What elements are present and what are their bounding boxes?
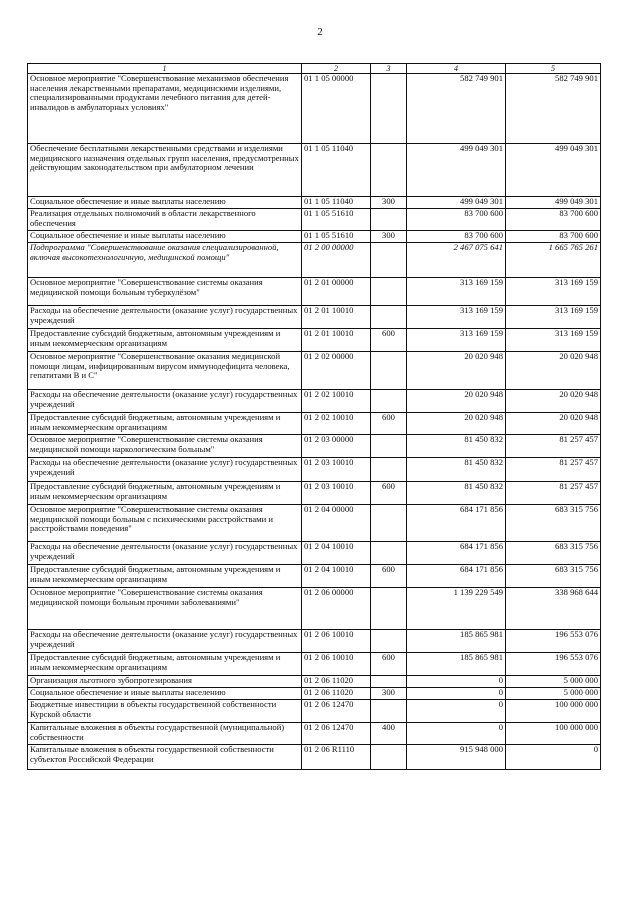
- row-name-cell: Реализация отдельных полномочий в области лекарственного обеспечения: [28, 209, 302, 231]
- row-code-cell: 01 2 04 00000: [302, 505, 371, 542]
- table-row: [28, 413, 601, 435]
- row-value-cell: 1 139 229 549: [407, 588, 506, 630]
- row-value-cell: 684 171 856: [407, 542, 506, 565]
- row-type-cell: 300: [371, 197, 407, 209]
- row-name-cell: Социальное обеспечение и иные выплаты населению: [28, 197, 302, 209]
- row-code-cell: 01 2 02 10010: [302, 390, 371, 413]
- row-type-cell: [371, 352, 407, 390]
- row-name-cell: Социальное обеспечение и иные выплаты населению: [28, 688, 302, 700]
- budget-table: [27, 63, 601, 770]
- row-value-cell: 196 553 076: [506, 630, 601, 653]
- row-code-cell: 01 2 04 10010: [302, 542, 371, 565]
- row-value-cell: 499 049 301: [506, 144, 601, 197]
- row-type-cell: [371, 278, 407, 306]
- table-row: [28, 278, 601, 306]
- row-code-cell: 01 2 02 00000: [302, 352, 371, 390]
- row-type-cell: [371, 458, 407, 482]
- row-type-cell: [371, 390, 407, 413]
- row-value-cell: 81 257 457: [506, 435, 601, 458]
- row-name-cell: Организация льготного зубопротезирования: [28, 676, 302, 688]
- row-type-cell: 400: [371, 723, 407, 745]
- row-code-cell: 01 2 02 10010: [302, 413, 371, 435]
- row-type-cell: [371, 435, 407, 458]
- table-row: [28, 723, 601, 745]
- table-row: [28, 144, 601, 197]
- row-name-cell: Расходы на обеспечение деятельности (оказание услуг) государственных учреждений: [28, 390, 302, 413]
- table-row: [28, 197, 601, 209]
- row-name-cell: Подпрограмма "Совершенствование оказания специализированной, включая высокотехнологичную, медицинской помощи": [28, 243, 302, 278]
- row-code-cell: 01 1 05 51610: [302, 209, 371, 231]
- row-code-cell: 01 2 06 00000: [302, 588, 371, 630]
- row-code-cell: 01 2 06 R1110: [302, 745, 371, 770]
- row-code-cell: 01 2 06 12470: [302, 700, 371, 723]
- row-name-cell: Основное мероприятие "Совершенствование системы оказания медицинской помощи наркологическим больным": [28, 435, 302, 458]
- row-value-cell: 83 700 600: [506, 209, 601, 231]
- row-code-cell: 01 1 05 11040: [302, 144, 371, 197]
- row-type-cell: 300: [371, 688, 407, 700]
- row-value-cell: 83 700 600: [407, 209, 506, 231]
- row-name-cell: Капитальные вложения в объекты государственной собственности субъектов Российской Федерации: [28, 745, 302, 770]
- page-number: 2: [317, 26, 323, 38]
- row-value-cell: 499 049 301: [506, 197, 601, 209]
- row-value-cell: 185 865 981: [407, 653, 506, 676]
- row-name-cell: Социальное обеспечение и иные выплаты населению: [28, 231, 302, 243]
- row-value-cell: 313 169 159: [506, 278, 601, 306]
- row-value-cell: 81 257 457: [506, 458, 601, 482]
- row-name-cell: Основное мероприятие "Совершенствование системы оказания медицинской помощи больным с психическими расстройствами и расстройствами поведения": [28, 505, 302, 542]
- row-value-cell: 1 665 765 261: [506, 243, 601, 278]
- row-value-cell: 313 169 159: [407, 329, 506, 352]
- row-value-cell: 499 049 301: [407, 197, 506, 209]
- row-type-cell: 600: [371, 482, 407, 505]
- row-code-cell: 01 2 03 10010: [302, 482, 371, 505]
- row-code-cell: 01 2 06 11020: [302, 688, 371, 700]
- row-type-cell: [371, 745, 407, 770]
- row-code-cell: 01 2 01 00000: [302, 278, 371, 306]
- table-row: [28, 243, 601, 278]
- row-type-cell: 600: [371, 653, 407, 676]
- table-body: [28, 74, 601, 770]
- row-value-cell: 683 315 756: [506, 565, 601, 588]
- table-row: [28, 588, 601, 630]
- row-type-cell: [371, 306, 407, 329]
- row-name-cell: Расходы на обеспечение деятельности (оказание услуг) государственных учреждений: [28, 542, 302, 565]
- table-row: [28, 505, 601, 542]
- row-type-cell: [371, 144, 407, 197]
- row-value-cell: 81 450 832: [407, 435, 506, 458]
- row-name-cell: Основное мероприятие "Совершенствование механизмов обеспечения населения лекарственными препаратами, медицинскими изделиями, специализированными продуктами лечебного питания для детей-инвалидов в амбулаторных условиях": [28, 74, 302, 144]
- table-row: [28, 542, 601, 565]
- row-value-cell: 582 749 901: [506, 74, 601, 144]
- row-code-cell: 01 2 01 10010: [302, 306, 371, 329]
- row-code-cell: 01 2 06 11020: [302, 676, 371, 688]
- row-type-cell: [371, 74, 407, 144]
- row-name-cell: Обеспечение бесплатными лекарственными средствами и изделиями медицинского назначения отдельных групп населения, предусмотренных действующим законодательством при амбулаторном лечении: [28, 144, 302, 197]
- row-value-cell: 338 968 644: [506, 588, 601, 630]
- row-value-cell: 20 020 948: [506, 352, 601, 390]
- row-name-cell: Предоставление субсидий бюджетным, автономным учреждениям и иным некоммерческим организациям: [28, 413, 302, 435]
- row-value-cell: 83 700 600: [506, 231, 601, 243]
- row-code-cell: 01 2 00 00000: [302, 243, 371, 278]
- row-type-cell: [371, 700, 407, 723]
- row-type-cell: 600: [371, 565, 407, 588]
- column-header: 3: [371, 64, 407, 74]
- row-value-cell: 683 315 756: [506, 542, 601, 565]
- row-name-cell: Предоставление субсидий бюджетным, автономным учреждениям и иным некоммерческим организациям: [28, 482, 302, 505]
- row-name-cell: Предоставление субсидий бюджетным, автономным учреждениям и иным некоммерческим организациям: [28, 329, 302, 352]
- row-type-cell: [371, 630, 407, 653]
- table-header-row: [28, 64, 601, 74]
- row-type-cell: [371, 243, 407, 278]
- table-row: [28, 688, 601, 700]
- row-code-cell: 01 2 06 12470: [302, 723, 371, 745]
- row-value-cell: 81 257 457: [506, 482, 601, 505]
- row-value-cell: 83 700 600: [407, 231, 506, 243]
- row-value-cell: 684 171 856: [407, 505, 506, 542]
- row-value-cell: 20 020 948: [506, 390, 601, 413]
- table-row: [28, 630, 601, 653]
- row-value-cell: 0: [407, 688, 506, 700]
- table-row: [28, 352, 601, 390]
- row-type-cell: 600: [371, 413, 407, 435]
- row-value-cell: 2 467 075 641: [407, 243, 506, 278]
- row-code-cell: 01 2 03 00000: [302, 435, 371, 458]
- row-value-cell: 683 315 756: [506, 505, 601, 542]
- table-row: [28, 306, 601, 329]
- row-value-cell: 20 020 948: [506, 413, 601, 435]
- row-name-cell: Основное мероприятие "Совершенствование оказания медицинской помощи лицам, инфицированным вирусом иммунодефицита человека, гепатитами В и С": [28, 352, 302, 390]
- row-code-cell: 01 1 05 11040: [302, 197, 371, 209]
- table-row: [28, 653, 601, 676]
- row-type-cell: 600: [371, 329, 407, 352]
- row-code-cell: 01 2 01 10010: [302, 329, 371, 352]
- row-value-cell: 0: [407, 676, 506, 688]
- row-type-cell: [371, 505, 407, 542]
- row-name-cell: Предоставление субсидий бюджетным, автономным учреждениям и иным некоммерческим организациям: [28, 565, 302, 588]
- row-value-cell: 313 169 159: [506, 306, 601, 329]
- table-row: [28, 209, 601, 231]
- row-value-cell: 0: [506, 745, 601, 770]
- row-name-cell: Бюджетные инвестиции в объекты государственной собственности Курской области: [28, 700, 302, 723]
- column-header: 1: [28, 64, 302, 74]
- row-name-cell: Расходы на обеспечение деятельности (оказание услуг) государственных учреждений: [28, 630, 302, 653]
- row-type-cell: [371, 542, 407, 565]
- table-row: [28, 231, 601, 243]
- row-type-cell: [371, 588, 407, 630]
- row-value-cell: 313 169 159: [407, 278, 506, 306]
- row-code-cell: 01 1 05 51610: [302, 231, 371, 243]
- row-value-cell: 20 020 948: [407, 352, 506, 390]
- row-code-cell: 01 2 06 10010: [302, 630, 371, 653]
- column-header: 5: [506, 64, 601, 74]
- row-value-cell: 81 450 832: [407, 458, 506, 482]
- table-row: [28, 482, 601, 505]
- row-name-cell: Расходы на обеспечение деятельности (оказание услуг) государственных учреждений: [28, 306, 302, 329]
- table-row: [28, 565, 601, 588]
- row-value-cell: 196 553 076: [506, 653, 601, 676]
- row-code-cell: 01 2 06 10010: [302, 653, 371, 676]
- row-value-cell: 0: [407, 723, 506, 745]
- row-code-cell: 01 2 03 10010: [302, 458, 371, 482]
- row-name-cell: Основное мероприятие "Совершенствование системы оказания медицинской помощи больным туберкулёзом": [28, 278, 302, 306]
- row-value-cell: 313 169 159: [506, 329, 601, 352]
- table-row: [28, 676, 601, 688]
- row-value-cell: 185 865 981: [407, 630, 506, 653]
- table-row: [28, 329, 601, 352]
- row-code-cell: 01 2 04 10010: [302, 565, 371, 588]
- table-row: [28, 745, 601, 770]
- row-value-cell: 582 749 901: [407, 74, 506, 144]
- row-value-cell: 915 948 000: [407, 745, 506, 770]
- row-value-cell: 20 020 948: [407, 413, 506, 435]
- table-row: [28, 700, 601, 723]
- row-value-cell: 684 171 856: [407, 565, 506, 588]
- row-value-cell: 0: [407, 700, 506, 723]
- row-value-cell: 20 020 948: [407, 390, 506, 413]
- row-value-cell: 81 450 832: [407, 482, 506, 505]
- table-row: [28, 390, 601, 413]
- row-value-cell: 5 000 000: [506, 676, 601, 688]
- row-name-cell: Основное мероприятие "Совершенствование системы оказания медицинской помощи больным прочими заболеваниями": [28, 588, 302, 630]
- row-type-cell: [371, 676, 407, 688]
- row-name-cell: Капитальные вложения в объекты государственной (муниципальной) собственности: [28, 723, 302, 745]
- row-value-cell: 313 169 159: [407, 306, 506, 329]
- table-row: [28, 458, 601, 482]
- row-value-cell: 100 000 000: [506, 700, 601, 723]
- table-row: [28, 74, 601, 144]
- row-code-cell: 01 1 05 00000: [302, 74, 371, 144]
- row-type-cell: 300: [371, 231, 407, 243]
- row-name-cell: Предоставление субсидий бюджетным, автономным учреждениям и иным некоммерческим организациям: [28, 653, 302, 676]
- row-type-cell: [371, 209, 407, 231]
- row-value-cell: 100 000 000: [506, 723, 601, 745]
- column-header: 2: [302, 64, 371, 74]
- row-value-cell: 5 000 000: [506, 688, 601, 700]
- column-header: 4: [407, 64, 506, 74]
- row-value-cell: 499 049 301: [407, 144, 506, 197]
- table-row: [28, 435, 601, 458]
- row-name-cell: Расходы на обеспечение деятельности (оказание услуг) государственных учреждений: [28, 458, 302, 482]
